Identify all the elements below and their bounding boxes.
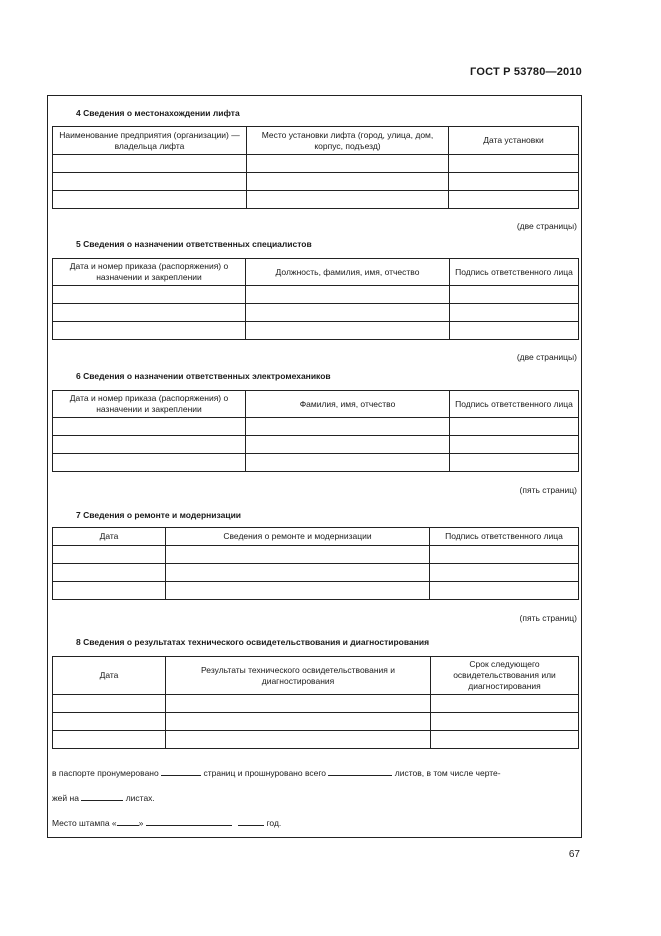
- sheets-total-blank[interactable]: [328, 767, 392, 776]
- table-row: [53, 546, 579, 564]
- stamp-text-2: »: [138, 818, 144, 828]
- table-cell[interactable]: [247, 173, 449, 191]
- page-number: 67: [568, 849, 580, 860]
- column-header: Фамилия, имя, отчество: [246, 391, 450, 418]
- table-cell[interactable]: [246, 286, 450, 304]
- column-header: Результаты технического освидетельствования и диагностирования: [166, 657, 431, 695]
- table-row: [53, 286, 579, 304]
- table-cell[interactable]: [53, 695, 166, 713]
- table-cell[interactable]: [53, 546, 166, 564]
- table-cell[interactable]: [166, 731, 431, 749]
- table-cell[interactable]: [247, 155, 449, 173]
- stamp-text-1: Место штампа «: [52, 818, 117, 828]
- page-count-note: (две страницы): [516, 352, 577, 362]
- numbering-text-2: страниц и прошнуровано всего: [203, 768, 326, 778]
- table-row: [53, 173, 579, 191]
- column-header: Дата установки: [449, 127, 579, 155]
- table-cell[interactable]: [450, 286, 579, 304]
- column-header: Подпись ответственного лица: [450, 259, 579, 286]
- table-cell[interactable]: [53, 304, 246, 322]
- table-cell[interactable]: [431, 731, 579, 749]
- section-7-table: [52, 527, 579, 600]
- table-cell[interactable]: [53, 322, 246, 340]
- stamp-line: [52, 817, 281, 828]
- table-cell[interactable]: [450, 454, 579, 472]
- section-4-title: 4 Сведения о местонахождении лифта: [76, 108, 240, 118]
- column-header: Дата и номер приказа (распоряжения) о назначении и закреплении: [53, 259, 246, 286]
- section-6-title: 6 Сведения о назначении ответственных электромехаников: [76, 371, 331, 381]
- column-header: Должность, фамилия, имя, отчество: [246, 259, 450, 286]
- table-row: [53, 454, 579, 472]
- column-header: Подпись ответственного лица: [430, 528, 579, 546]
- stamp-year-blank[interactable]: [238, 817, 264, 826]
- column-header: Дата: [53, 528, 166, 546]
- table-cell[interactable]: [450, 322, 579, 340]
- table-cell[interactable]: [53, 436, 246, 454]
- table-row: [53, 582, 579, 600]
- table-row: [53, 304, 579, 322]
- numbering-line: [52, 767, 501, 778]
- section-5-title: 5 Сведения о назначении ответственных специалистов: [76, 239, 312, 249]
- stamp-text-3: год.: [266, 818, 282, 828]
- table-cell[interactable]: [430, 546, 579, 564]
- table-cell[interactable]: [430, 564, 579, 582]
- table-row: [53, 155, 579, 173]
- table-row: [53, 564, 579, 582]
- numbering-text-3: листов, в том числе черте-: [394, 768, 501, 778]
- column-header: Дата: [53, 657, 166, 695]
- page-count-note: (пять страниц): [519, 485, 577, 495]
- pages-count-blank[interactable]: [161, 767, 201, 776]
- table-cell[interactable]: [166, 695, 431, 713]
- drawings-count-blank[interactable]: [81, 792, 123, 801]
- table-cell[interactable]: [431, 713, 579, 731]
- table-cell[interactable]: [450, 418, 579, 436]
- table-cell[interactable]: [450, 304, 579, 322]
- table-cell[interactable]: [53, 564, 166, 582]
- table-row: [53, 322, 579, 340]
- section-8-table: [52, 656, 579, 749]
- table-cell[interactable]: [450, 436, 579, 454]
- drawings-line: [52, 792, 155, 803]
- table-cell[interactable]: [166, 546, 430, 564]
- drawings-text-1: жей на: [52, 793, 79, 803]
- section-7-title: 7 Сведения о ремонте и модернизации: [76, 510, 242, 520]
- page-count-note: (пять страниц): [519, 613, 577, 623]
- table-cell[interactable]: [166, 582, 430, 600]
- column-header: Наименование предприятия (организации) — владельца лифта: [53, 127, 247, 155]
- table-cell[interactable]: [431, 695, 579, 713]
- section-8-title: 8 Сведения о результатах технического освидетельствования и диагностирования: [76, 637, 430, 647]
- table-cell[interactable]: [449, 155, 579, 173]
- table-row: [53, 731, 579, 749]
- column-header: Сведения о ремонте и модернизации: [166, 528, 430, 546]
- table-cell[interactable]: [247, 191, 449, 209]
- numbering-text-1: в паспорте пронумеровано: [52, 768, 159, 778]
- table-cell[interactable]: [246, 436, 450, 454]
- column-header: Дата и номер приказа (распоряжения) о назначении и закреплении: [53, 391, 246, 418]
- stamp-month-blank[interactable]: [146, 817, 232, 826]
- table-row: [53, 713, 579, 731]
- table-cell[interactable]: [166, 713, 431, 731]
- table-cell[interactable]: [53, 731, 166, 749]
- table-cell[interactable]: [246, 418, 450, 436]
- column-header: Подпись ответственного лица: [450, 391, 579, 418]
- table-cell[interactable]: [53, 418, 246, 436]
- table-cell[interactable]: [246, 304, 450, 322]
- column-header: Срок следующего освидетельствования или диагностирования: [431, 657, 579, 695]
- table-cell[interactable]: [53, 155, 247, 173]
- table-cell[interactable]: [53, 454, 246, 472]
- table-cell[interactable]: [53, 191, 247, 209]
- table-row: [53, 436, 579, 454]
- section-6-table: [52, 390, 579, 472]
- table-cell[interactable]: [246, 322, 450, 340]
- stamp-day-blank[interactable]: [117, 817, 139, 826]
- table-cell[interactable]: [246, 454, 450, 472]
- document-id: ГОСТ Р 53780—2010: [470, 66, 582, 78]
- table-cell[interactable]: [53, 173, 247, 191]
- table-row: [53, 418, 579, 436]
- table-cell[interactable]: [53, 582, 166, 600]
- table-cell[interactable]: [449, 191, 579, 209]
- table-cell[interactable]: [166, 564, 430, 582]
- column-header: Место установки лифта (город, улица, дом, корпус, подъезд): [247, 127, 449, 155]
- table-cell[interactable]: [53, 286, 246, 304]
- section-4-table: [52, 126, 579, 209]
- page-count-note: (две страницы): [516, 221, 577, 231]
- drawings-text-2: листах.: [125, 793, 155, 803]
- table-row: [53, 191, 579, 209]
- table-row: [53, 695, 579, 713]
- table-cell[interactable]: [430, 582, 579, 600]
- table-cell[interactable]: [53, 713, 166, 731]
- section-5-table: [52, 258, 579, 340]
- table-cell[interactable]: [449, 173, 579, 191]
